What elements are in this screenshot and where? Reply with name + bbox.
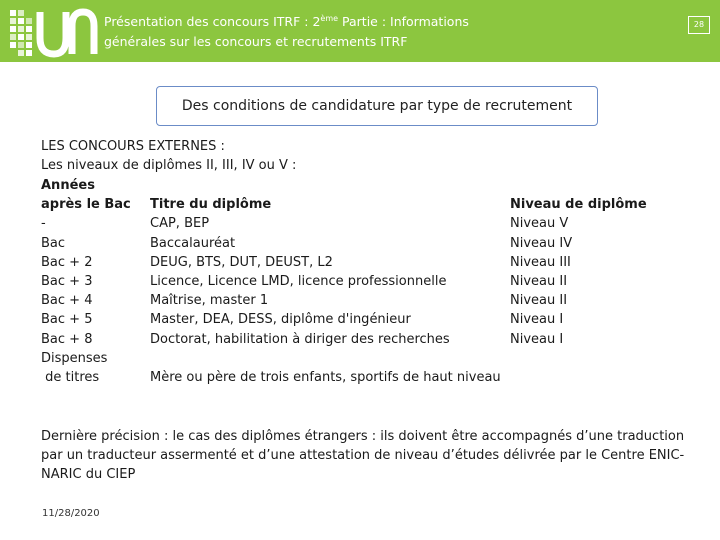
col-header-niveau: Niveau de diplôme	[510, 197, 647, 213]
table-header-row-2	[41, 195, 701, 214]
diploma-table	[41, 176, 701, 387]
table-row: Bac Baccalauréat Niveau IV	[41, 235, 573, 251]
table-row: Bac + 3 Licence, Licence LMD, licence professionnelle Niveau II	[41, 273, 568, 289]
university-logo	[8, 4, 98, 58]
footer-date: 11/28/2020	[42, 508, 100, 519]
table-row: Bac + 8 Doctorat, habilitation à diriger des recherches Niveau I	[41, 331, 564, 347]
table-row: Bac + 2 DEUG, BTS, DUT, DEUST, L2 Niveau III	[41, 254, 571, 270]
table-header-row-1	[41, 176, 701, 195]
intro-line-1: LES CONCOURS EXTERNES :	[41, 139, 225, 154]
col-header-titre: Titre du diplôme	[150, 197, 272, 213]
header-title: Présentation des concours ITRF : 2ème Partie : Informations générales sur les concours et recrutements ITRF	[104, 13, 469, 49]
header-banner	[0, 0, 720, 62]
table-row-dispense-2: de titres Mère ou père de trois enfants, sportifs de haut niveau	[41, 369, 501, 385]
section-subtitle: Des conditions de candidature par type de recrutement	[156, 86, 598, 126]
col-header-annees-2: après le Bac	[41, 197, 131, 213]
col-header-annees: Années	[41, 178, 95, 193]
table-row: Bac + 5 Master, DEA, DESS, diplôme d'ingénieur Niveau I	[41, 312, 564, 328]
intro-line-2: Les niveaux de diplômes II, III, IV ou V :	[41, 158, 297, 174]
table-row-dispense-1: Dispenses	[41, 350, 108, 366]
foreign-diploma-note: Dernière précision : le cas des diplômes étrangers : ils doivent être accompagnés d’une traduction par un traducteur assermenté et d’une attestation de niveau d’études délivrée par le Centre ENIC-NARIC du CIEP	[41, 429, 685, 483]
intro-text	[41, 137, 701, 175]
page-number: 28	[688, 16, 710, 34]
table-row: Bac + 4 Maîtrise, master 1 Niveau II	[41, 293, 568, 309]
table-row: - CAP, BEP Niveau V	[41, 216, 569, 232]
